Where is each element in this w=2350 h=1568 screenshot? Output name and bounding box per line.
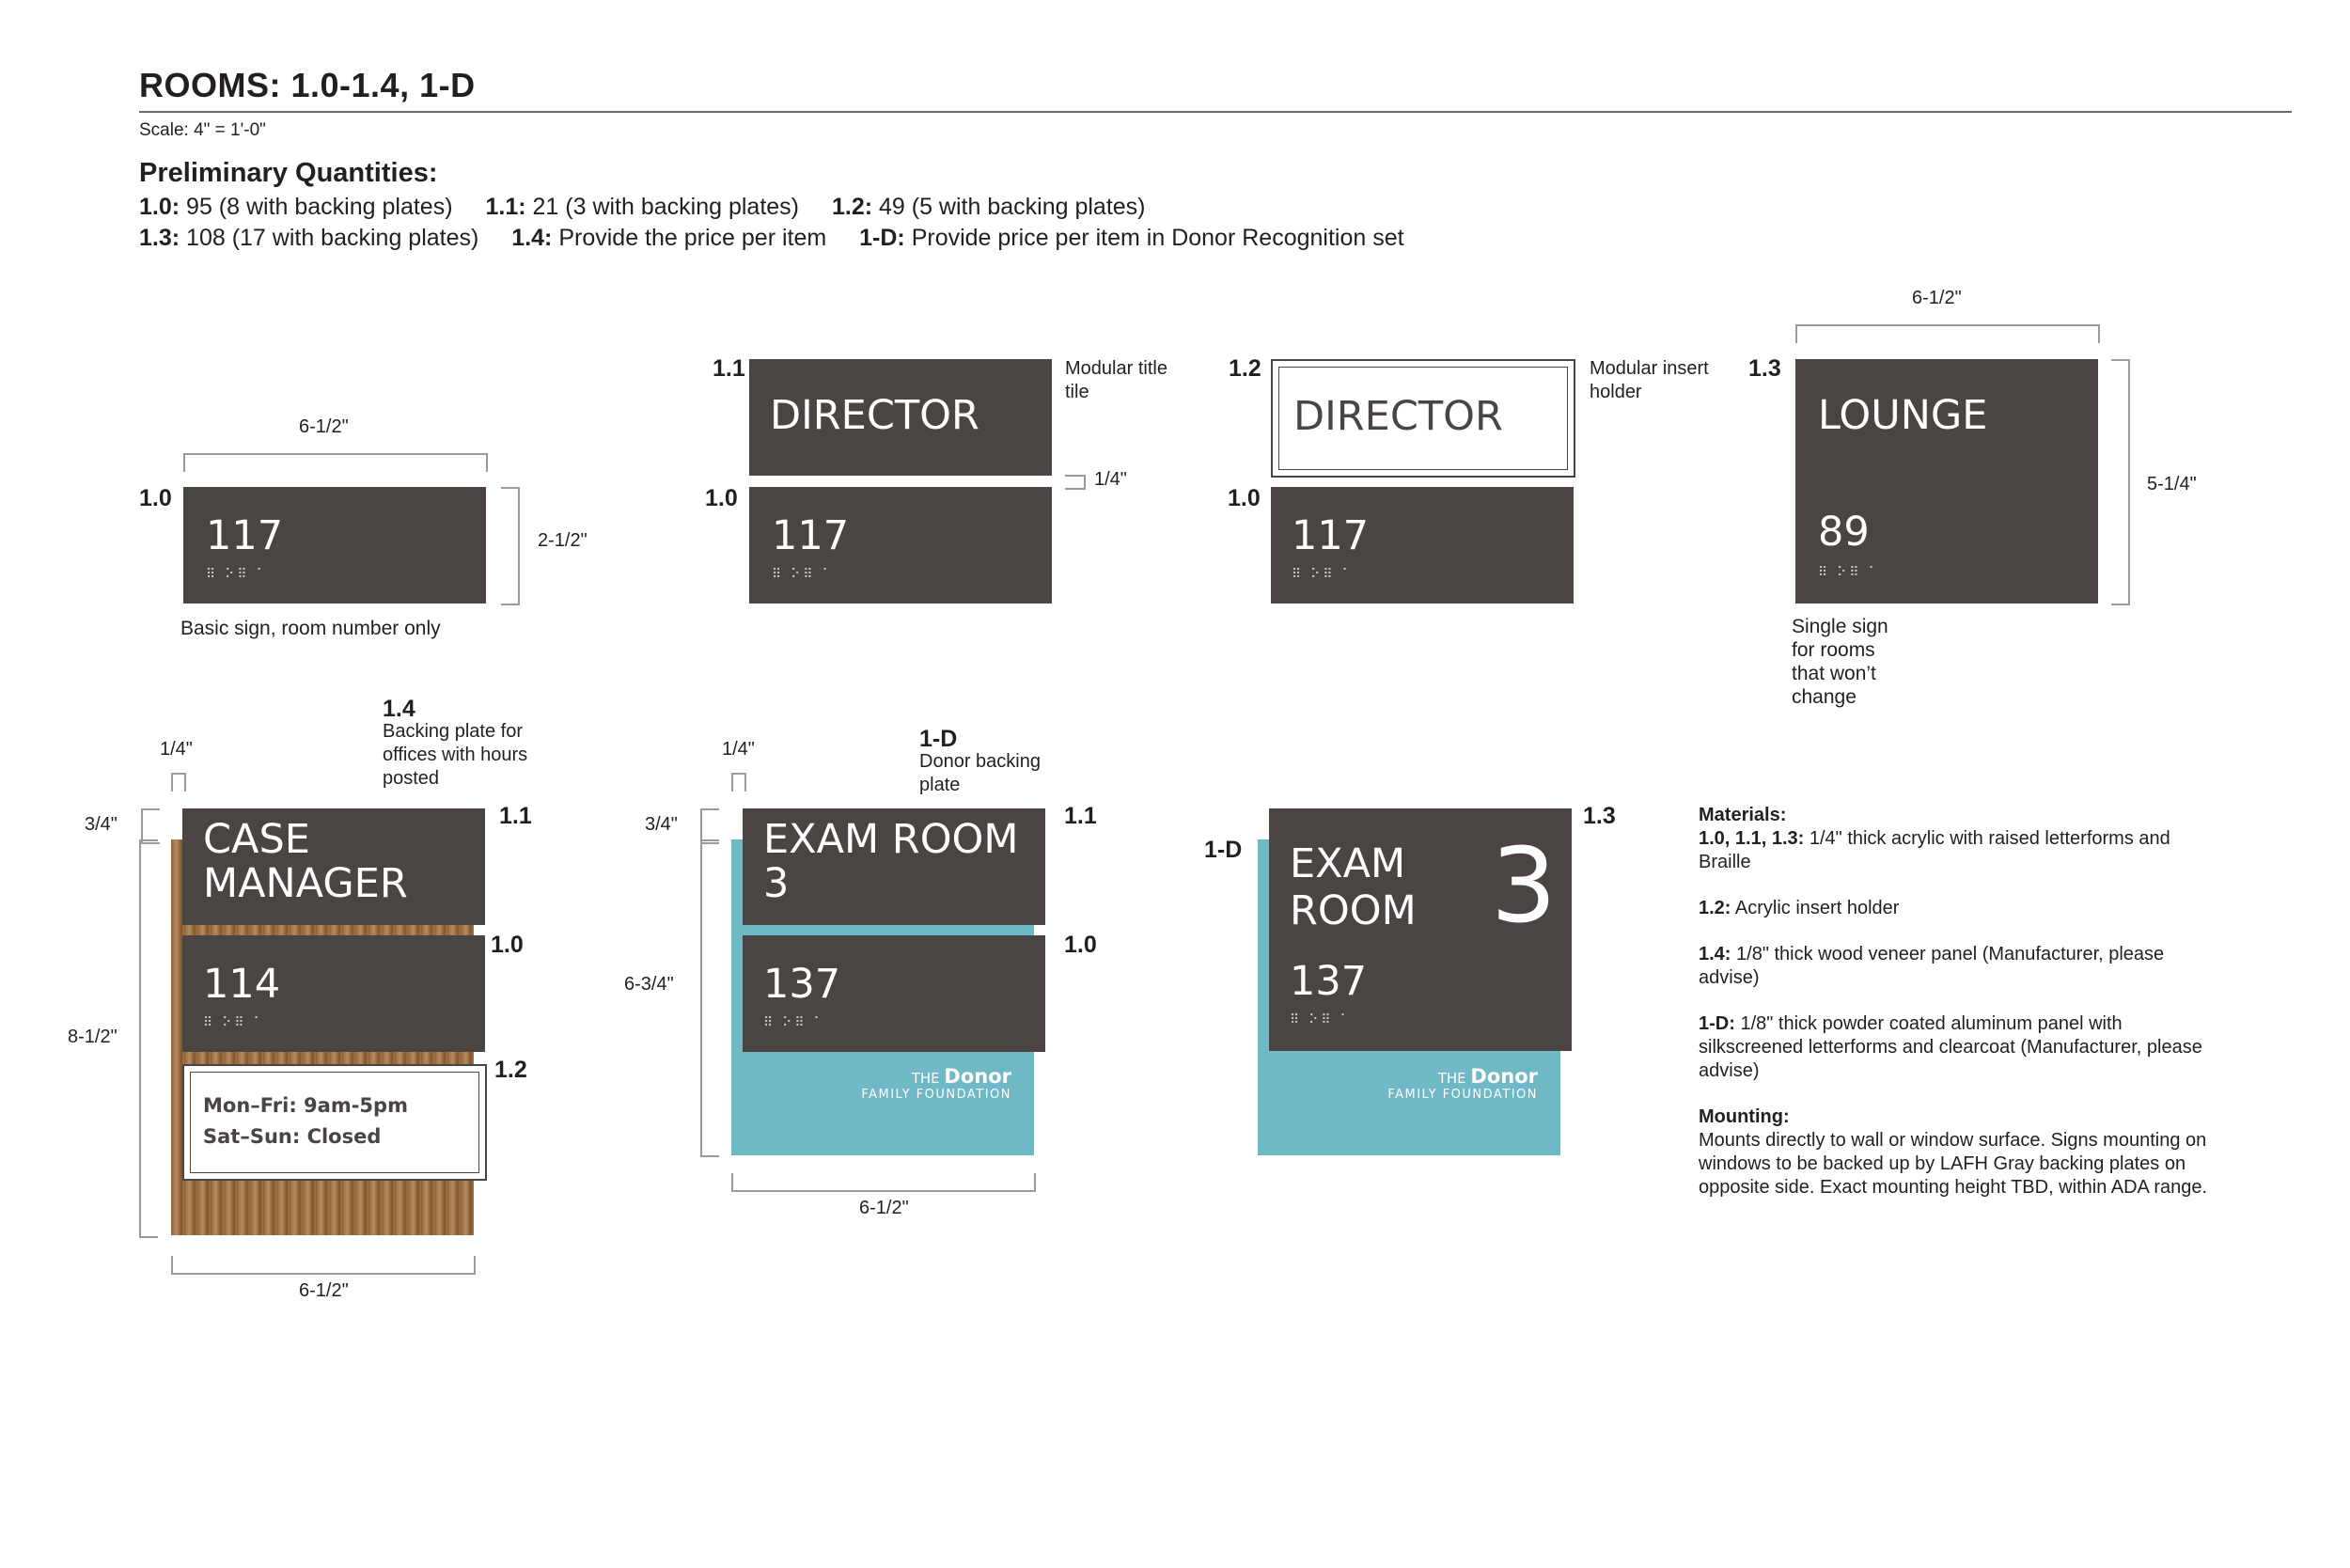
width-bracket: [183, 453, 488, 472]
braille-dots: ⠿ ⠕⠿ ⠁: [1290, 1011, 1353, 1027]
three-quarter-dimension: 3/4": [645, 814, 678, 835]
height-bracket: [2111, 359, 2130, 605]
quarter-inch-bracket: [731, 773, 746, 792]
hours-insert-holder: [182, 1064, 487, 1181]
quarter-inch-dimension: 1/4": [160, 739, 193, 760]
braille-dots: ⠿ ⠕⠿ ⠁: [1818, 564, 1881, 579]
big-room-number: 3: [1491, 825, 1557, 946]
donor-name: Donor: [1470, 1065, 1538, 1088]
braille-dots: ⠿ ⠕⠿ ⠁: [772, 566, 835, 581]
material-code: 1.2:: [1699, 898, 1731, 918]
room-number: 89: [1818, 509, 1870, 556]
quantities-row-2: [139, 225, 1431, 252]
braille-dots: ⠿ ⠕⠿ ⠁: [206, 566, 269, 581]
material-code: 1-D:: [1699, 1013, 1735, 1034]
height-bracket: [700, 839, 719, 1157]
quantity-item: 1.3: 108 (17 with backing plates): [139, 225, 479, 251]
sign-type-label: 1.1: [1064, 803, 1097, 829]
hours-line-weekday: Mon–Fri: 9am-5pm: [203, 1094, 408, 1117]
sign-type-label: 1.2: [494, 1057, 527, 1083]
height-dimension: 8-1/2": [68, 1027, 118, 1047]
braille-dots: ⠿ ⠕⠿ ⠁: [763, 1014, 826, 1029]
material-code: 1.0, 1.1, 1.3:: [1699, 828, 1805, 849]
sign-type-label: 1.2: [1229, 355, 1261, 382]
sign-note: Modular insert holder: [1590, 358, 1709, 402]
width-bracket: [731, 1173, 1036, 1192]
sign-caption: Single sign for rooms that won’t change: [1792, 616, 1888, 708]
sign-note: Donor backing plate: [919, 751, 1041, 795]
room-number-sign: [1271, 487, 1574, 604]
material-code: 1.4:: [1699, 944, 1731, 964]
room-number-sign: [183, 487, 486, 604]
room-title: DIRECTOR: [770, 392, 979, 439]
title-tile: [182, 808, 485, 925]
room-number-sign: [182, 935, 485, 1052]
room-number: 117: [206, 512, 284, 559]
three-quarter-dimension: 3/4": [85, 814, 118, 835]
donor-prefix: THE: [1437, 1070, 1466, 1087]
material-text: 1/8" thick powder coated aluminum panel with silkscreened letterforms and clearcoat (Manufacturer, please advise): [1699, 1013, 2202, 1081]
donor-foundation: FAMILY FOUNDATION: [1387, 1088, 1538, 1102]
quantities-row-1: [139, 194, 1172, 221]
insert-holder: [1271, 359, 1575, 478]
donor-recognition: [861, 1065, 1011, 1102]
room-title: DIRECTOR: [1293, 393, 1503, 440]
sign-type-label: 1.4: [383, 696, 415, 722]
height-dimension: 2-1/2": [538, 530, 588, 551]
title-tile: [743, 808, 1045, 925]
sign-type-label: 1-D: [1204, 837, 1243, 863]
quarter-inch-bracket: [171, 773, 186, 792]
room-title: EXAM ROOM: [1290, 840, 1417, 934]
room-number: 137: [1290, 958, 1368, 1005]
title-rule: [139, 111, 2292, 113]
quantity-item: 1.4: Provide the price per item: [511, 225, 827, 251]
gap-dimension: 1/4": [1094, 469, 1127, 490]
width-dimension: 6-1/2": [299, 1280, 349, 1301]
width-dimension: 6-1/2": [859, 1198, 909, 1218]
material-text: 1/4" thick acrylic with raised letterforms and Braille: [1699, 828, 2170, 872]
sign-type-label: 1-D: [919, 726, 958, 752]
title-tile: [749, 359, 1052, 476]
material-text: Acrylic insert holder: [1731, 898, 1900, 918]
braille-dots: ⠿ ⠕⠿ ⠁: [203, 1014, 266, 1029]
hours-line-weekend: Sat–Sun: Closed: [203, 1125, 382, 1148]
sign-type-label: 1.1: [713, 355, 745, 382]
sign-type-label: 1.1: [499, 803, 532, 829]
sign-type-label: 1.3: [1748, 355, 1781, 382]
sign-caption: Basic sign, room number only: [180, 618, 441, 639]
donor-prefix: THE: [911, 1070, 940, 1087]
material-text: 1/8" thick wood veneer panel (Manufacturer, please advise): [1699, 944, 2165, 988]
sign-note: Backing plate for offices with hours posted: [383, 721, 528, 789]
page-title: ROOMS: 1.0-1.4, 1-D: [139, 66, 476, 104]
quantity-item: 1.2: 49 (5 with backing plates): [831, 194, 1146, 220]
donor-name: Donor: [944, 1065, 1011, 1088]
braille-dots: ⠿ ⠕⠿ ⠁: [1292, 566, 1355, 581]
quantity-item: 1.1: 21 (3 with backing plates): [485, 194, 800, 220]
sign-note: Modular title tile: [1065, 358, 1167, 402]
donor-recognition: [1387, 1065, 1538, 1102]
room-number: 114: [203, 961, 281, 1008]
room-title: CASE MANAGER: [203, 816, 408, 907]
sign-type-label: 1.0: [139, 485, 172, 511]
sign-type-label: 1.0: [1064, 932, 1097, 958]
height-bracket: [501, 487, 520, 605]
quarter-inch-dimension: 1/4": [722, 739, 755, 760]
room-number: 137: [763, 961, 841, 1008]
sign-type-label: 1.3: [1583, 803, 1616, 829]
quantity-item: 1.0: 95 (8 with backing plates): [139, 194, 453, 220]
room-number: 117: [772, 512, 850, 559]
donor-foundation: FAMILY FOUNDATION: [861, 1088, 1011, 1102]
width-bracket: [171, 1256, 476, 1275]
height-dimension: 5-1/4": [2147, 474, 2197, 494]
room-title: EXAM ROOM 3: [763, 816, 1019, 907]
room-title: LOUNGE: [1818, 392, 1988, 439]
quantity-item: 1-D: Provide price per item in Donor Recognition set: [859, 225, 1404, 251]
scale-note: Scale: 4" = 1'-0": [139, 120, 266, 140]
mounting-heading: Mounting:: [1699, 1106, 1790, 1127]
width-bracket: [1795, 324, 2100, 343]
room-number-sign: [749, 487, 1052, 604]
sign-type-label: 1.0: [705, 485, 738, 511]
mounting-text: Mounts directly to wall or window surface. Signs mounting on windows to be backed up by LAFH Gray backing plates on opposite side. Exact mounting height TBD, within ADA range.: [1699, 1130, 2208, 1198]
materials-heading: Materials:: [1699, 805, 1787, 825]
sign-type-label: 1.0: [491, 932, 524, 958]
sign-type-label: 1.0: [1228, 485, 1261, 511]
single-room-sign: [1795, 359, 2098, 604]
quantities-heading: Preliminary Quantities:: [139, 158, 438, 188]
materials-notes: [1699, 804, 2225, 1200]
height-dimension: 6-3/4": [624, 974, 674, 995]
width-dimension: 6-1/2": [299, 416, 349, 437]
room-number-sign: [743, 935, 1045, 1052]
single-room-sign: [1269, 808, 1572, 1051]
height-bracket: [139, 839, 158, 1238]
width-dimension: 6-1/2": [1912, 288, 1962, 308]
room-number: 117: [1292, 512, 1370, 559]
gap-bracket: [1065, 475, 1086, 490]
